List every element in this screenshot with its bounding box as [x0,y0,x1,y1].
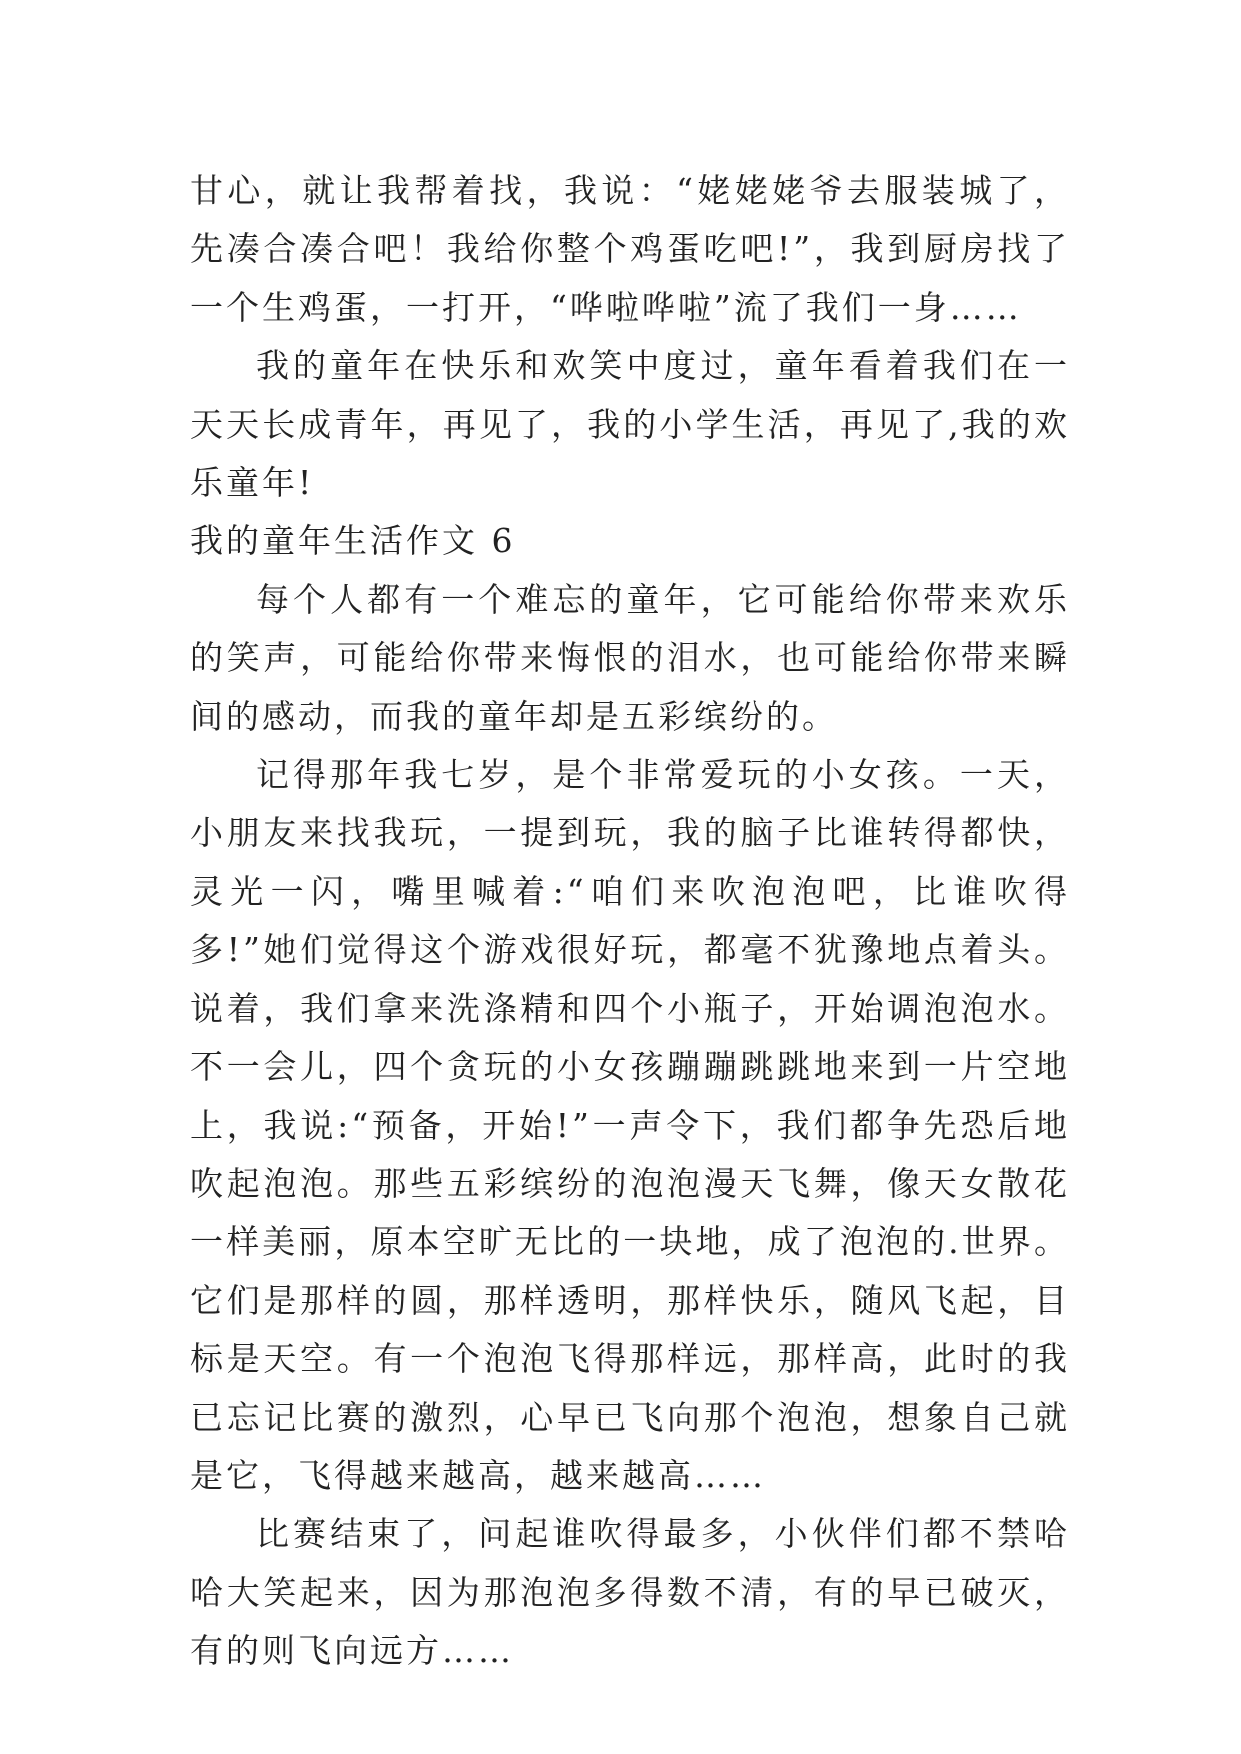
paragraph-ending: 比赛结束了，问起谁吹得最多，小伙伴们都不禁哈哈大笑起来，因为那泡泡多得数不清，有的早已破灭，有的则飞向远方…… [190,1514,1070,1671]
document-page [190,162,1070,1681]
paragraph-childhood-farewell: 我的童年在快乐和欢笑中度过，童年看着我们在一天天长成青年，再见了，我的小学生活，再见了,我的欢乐童年! [190,346,1070,503]
paragraph-intro: 每个人都有一个难忘的童年，它可能给你带来欢乐的笑声，可能给你带来悔恨的泪水，也可能给你带来瞬间的感动，而我的童年却是五彩缤纷的。 [190,579,1070,736]
paragraph-continuation: 甘心，就让我帮着找，我说：“姥姥姥爷去服装城了，先凑合凑合吧！我给你整个鸡蛋吃吧!”，我到厨房找了一个生鸡蛋，一打开，“哗啦哗啦”流了我们一身…… [190,171,1070,327]
paragraph-bubbles-story: 记得那年我七岁，是个非常爱玩的小女孩。一天，小朋友来找我玩，一提到玩，我的脑子比谁转得都快，灵光一闪，嘴里喊着:“咱们来吹泡泡吧，比谁吹得多!”她们觉得这个游戏很好玩，都毫不犹豫地点着头。说着，我们拿来洗涤精和四个小瓶子，开始调泡泡水。不一会儿，四个贪玩的小女孩蹦蹦跳跳地来到一片空地上，我说:“预备，开始!”一声令下，我们都争先恐后地吹起泡泡。那些五彩缤纷的泡泡漫天飞舞，像天女散花一样美丽，原本空旷无比的一块地，成了泡泡的.世界。它们是那样的圆，那样透明，那样快乐，随风飞起，目标是天空。有一个泡泡飞得那样远，那样高，此时的我已忘记比赛的激烈，心早已飞向那个泡泡，想象自己就是它，飞得越来越高，越来越高…… [190,755,1070,1495]
essay-heading: 我的童年生活作文 6 [190,521,516,561]
